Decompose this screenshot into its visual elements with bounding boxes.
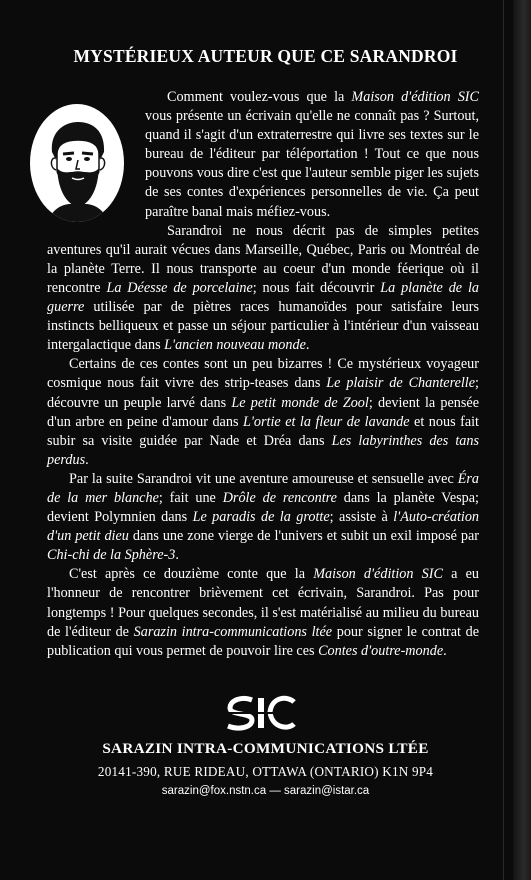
text-run: . (305, 337, 310, 354)
italic-title: Contes d'outre-monde (318, 642, 444, 659)
text-run: pour signer le contrat de publication qui vous permet de pouvoir lire ces (47, 623, 480, 659)
publisher-name: SARAZIN INTRA-COMMUNICATIONS LTÉE (102, 740, 429, 757)
text-run: dans la planète Vespa; devient Polymnien dans (47, 489, 480, 526)
paragraph (47, 470, 479, 565)
text-run: dans une zone vierge de l'univers et subit un exil imposé par (128, 528, 479, 545)
text-run: ; devient la pensée d'un arbre en peine d'amour dans (47, 394, 480, 430)
text-run: . (85, 451, 89, 468)
paragraph (47, 355, 479, 470)
text-run: . (175, 547, 179, 564)
text-run: Par la suite Sarandroi vit une aventure amoureuse et sensuelle avec (69, 470, 458, 487)
text-run: ; fait une (158, 489, 223, 506)
italic-title: Les labyrinthes des tans perdus (47, 432, 480, 468)
author-description (47, 88, 479, 661)
italic-title: La Déesse de porcelaine (106, 279, 253, 296)
italic-title: Éra de la mer blanche (47, 470, 479, 506)
sarazin-logo-icon (222, 692, 300, 734)
italic-title: La planète de la guerre (47, 279, 480, 316)
italic-title: Le plaisir de Chanterelle (326, 375, 476, 392)
italic-title: Le paradis de la grotte (192, 509, 330, 526)
italic-title: Sarazin intra-communications ltée (133, 623, 333, 640)
text-run: vous présente un écrivain qu'elle ne connaît pas ? Surtout, quand il s'agit d'un extraterrestre qui livre ses textes sur le bureau de l'éditeur par téléportation ! Tout ce que nous pouvons vous dire c'est que l'auteur semble piger les sujets de ses contes d'expériences personnelles de vie. Ça peut paraître banal mais méfiez-vous. (145, 108, 479, 220)
italic-title: Maison d'édition SIC (351, 89, 479, 105)
italic-title: L'ortie et la fleur de lavande (242, 413, 410, 430)
text-run: ; découvre un peuple larvé dans (47, 375, 479, 411)
publisher-address: 20141-390, RUE RIDEAU, OTTAWA (ONTARIO) K1N 9P4 (97, 764, 434, 779)
italic-title: Drôle de rencontre (222, 489, 337, 506)
text-run: ; nous fait découvrir (252, 279, 381, 296)
portrait-spacer (47, 88, 145, 232)
italic-title: Maison d'édition SIC (313, 566, 443, 583)
italic-title: Le petit monde de Zool (231, 394, 369, 411)
text-run: ; assiste à (329, 509, 394, 526)
text-run: Certains de ces contes sont un peu bizarres ! Ce mystérieux voyageur cosmique nous fait vivre des strip-teases dans (47, 356, 479, 392)
text-run: . (443, 642, 447, 659)
italic-title: Chi-chi de la Sphère-3 (47, 547, 176, 564)
text-run: Comment voulez-vous que la (167, 89, 352, 105)
italic-title: l'Auto-création d'un petit dieu (47, 509, 480, 545)
page-title: MYSTÉRIEUX AUTEUR QUE CE SARANDROI (73, 46, 458, 66)
text-run: C'est après ce douzième conte que la (69, 566, 314, 583)
text-run: a eu l'honneur de rencontrer brièvement cet écrivain, Sarandroi. Pas pour longtemps ! Pour quelques secondes, il s'est matérialisé au milieu du bureau de l'éditeur de (47, 566, 479, 640)
text-run: et nous fait subir sa visite guidée par Nade et Dréa dans (47, 413, 479, 449)
paragraph (47, 222, 479, 356)
text-run: utilisée par de piètres races humanoïdes pour satisfaire leurs instincts belliqueux et passe un séjour particulier à l'intérieur d'un vaisseau intergalactique dans (47, 299, 479, 354)
text-run: Sarandroi ne nous décrit pas de simples petites aventures qu'il aurait vécues dans Marseille, Québec, Paris ou Montréal de la planète Terre. Il nous transporte au coeur d'un monde féerique où il rencontre (47, 222, 479, 296)
publisher-emails: sarazin@fox.nstn.ca — sarazin@istar.ca (161, 785, 370, 797)
paragraph (47, 565, 479, 660)
italic-title: L'ancien nouveau monde (164, 337, 306, 354)
